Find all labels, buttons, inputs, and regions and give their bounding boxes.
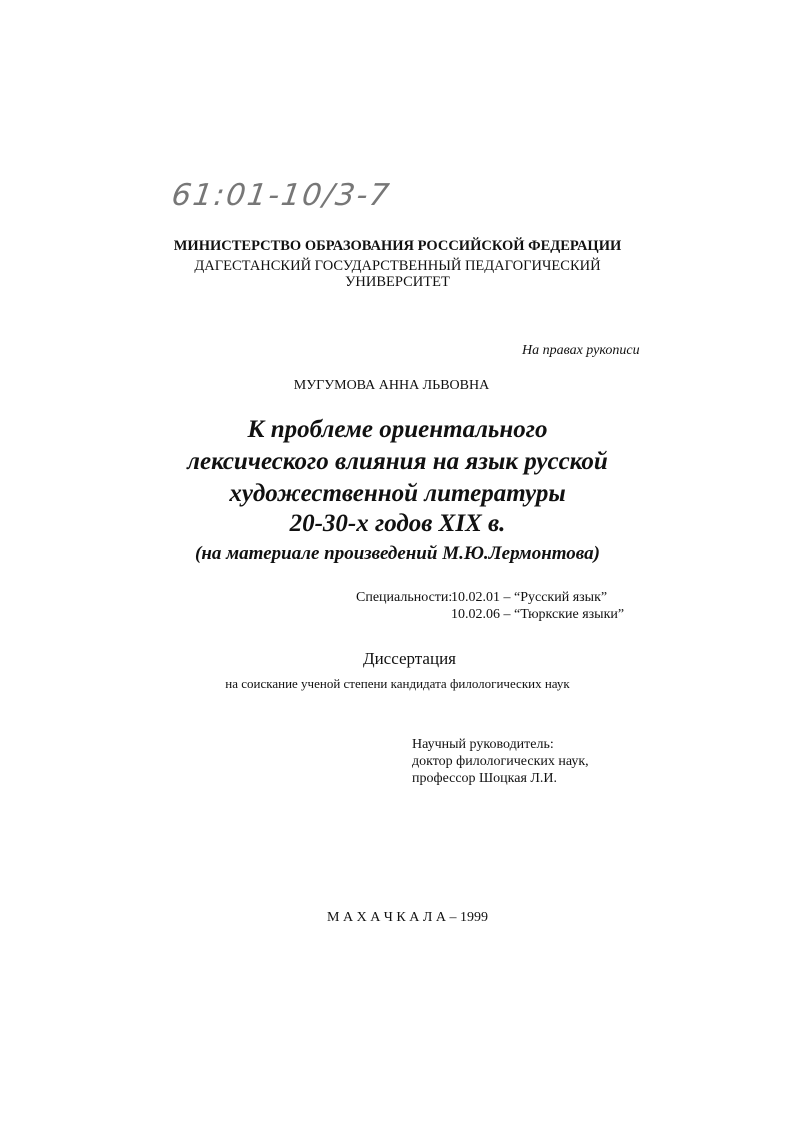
subtitle: (на материале произведений М.Ю.Лермонтова) (195, 543, 600, 564)
supervisor-line-2: доктор филологических наук, (412, 754, 589, 769)
supervisor-line-1: Научный руководитель: (412, 737, 554, 752)
specialty-1: 10.02.01 – “Русский язык” (451, 590, 608, 605)
title-line-4: 20-30-х годов XIX в. (289, 510, 506, 537)
archive-stamp: 61:01-10/3-7 (169, 178, 394, 213)
title-line-3: художественной литературы (229, 480, 566, 507)
author-name: МУГУМОВА АННА ЛЬВОВНА (293, 378, 490, 393)
degree-line: на соискание ученой степени кандидата филологических наук (225, 676, 570, 691)
university-line-1: ДАГЕСТАНСКИЙ ГОСУДАРСТВЕННЫЙ ПЕДАГОГИЧЕСКИЙ (194, 258, 601, 274)
supervisor-line-3: профессор Шоцкая Л.И. (412, 771, 558, 786)
specialties-label: Специальности: (356, 590, 453, 605)
ministry-heading: МИНИСТЕРСТВО ОБРАЗОВАНИЯ РОССИЙСКОЙ ФЕДЕРАЦИИ (173, 238, 622, 254)
document-type: Диссертация (362, 649, 456, 668)
title-line-1: К проблеме ориентального (247, 416, 548, 443)
university-line-2: УНИВЕРСИТЕТ (345, 274, 450, 290)
city-year: М А Х А Ч К А Л А – 1999 (327, 910, 488, 925)
specialty-2: 10.02.06 – “Тюркские языки” (451, 607, 625, 622)
manuscript-note: На правах рукописи (522, 343, 640, 358)
title-line-2: лексического влияния на язык русской (187, 448, 608, 475)
